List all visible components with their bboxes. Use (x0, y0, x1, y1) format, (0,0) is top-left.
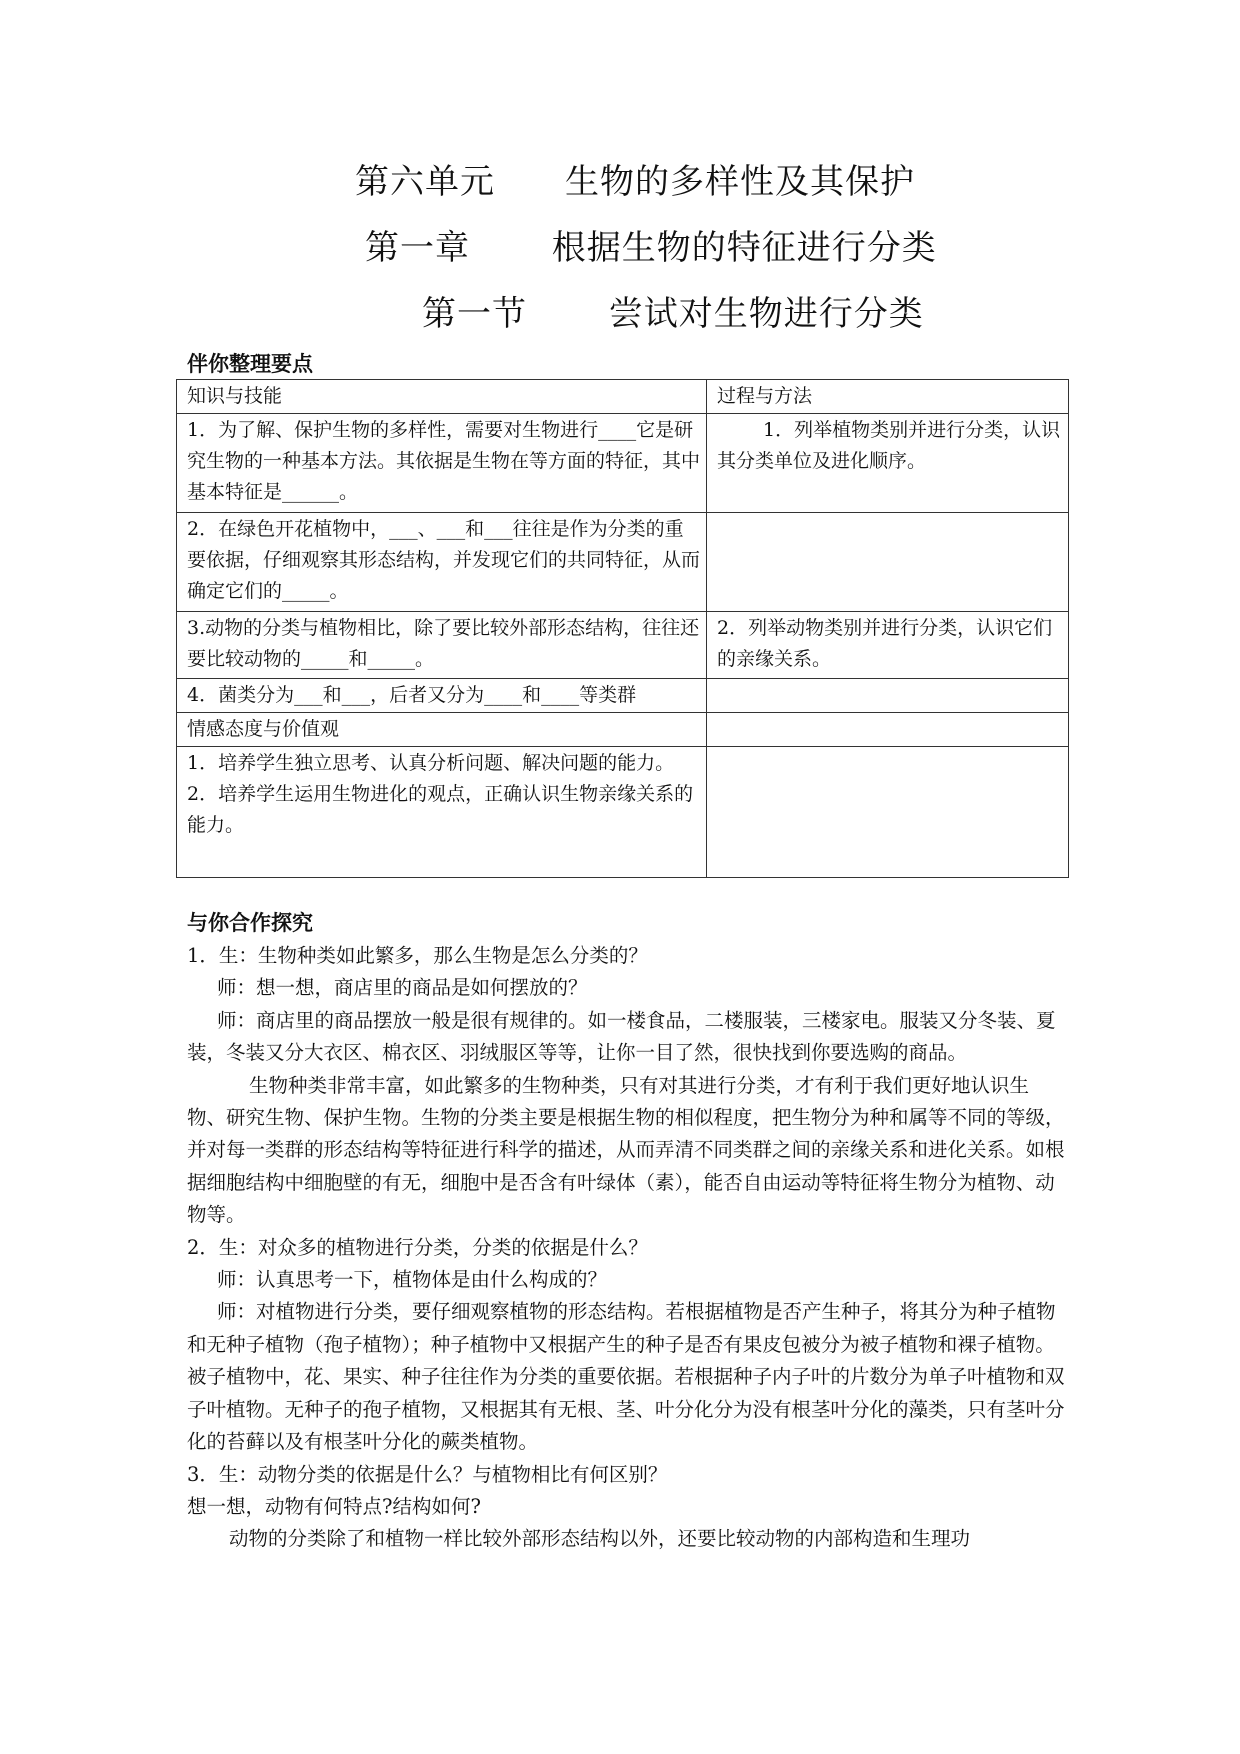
explore-body (187, 940, 1067, 1556)
section-title: 第一节 尝试对生物进行分类 (422, 294, 924, 334)
paragraph: 2．生：对众多的植物进行分类，分类的依据是什么？ (187, 1235, 648, 1259)
table-row (177, 679, 1069, 713)
row3-left: 3.动物的分类与植物相比，除了要比较外部形态结构，往往还要比较动物的_____和_____。 (177, 612, 707, 679)
paragraph: 3．生：动物分类的依据是什么？与植物相比有何区别？ (187, 1462, 668, 1486)
key-points-table (176, 379, 1069, 878)
row1-left: 1．为了解、保护生物的多样性，需要对生物进行____它是研究生物的一种基本方法。其依据是生物在等方面的特征，其中基本特征是______。 (177, 414, 707, 513)
paragraph: 想一想，动物有何特点?结构如何? (187, 1494, 481, 1518)
row3-right: 2．列举动物类别并进行分类，认识它们的亲缘关系。 (707, 612, 1069, 679)
paragraph: 师：对植物进行分类，要仔细观察植物的形态结构。若根据植物是否产生种子，将其分为种子植物和无种子植物（孢子植物）；种子植物中又根据产生的种子是否有果皮包被分为被子植物和裸子植物。被子植物中，花、果实、种子往往作为分类的重要依据。若根据种子内子叶的片数分为单子叶植物和双子叶植物。无种子的孢子植物，又根据其有无根、茎、叶分化分为没有根茎叶分化的藻类，只有茎叶分化的苔藓以及有根茎叶分化的蕨类植物。 (187, 1300, 1065, 1454)
row4-left: 4．菌类分为___和___，后者又分为____和____等类群 (177, 679, 707, 713)
table-row (177, 513, 1069, 612)
table-row (177, 747, 1069, 878)
paragraph: 动物的分类除了和植物一样比较外部形态结构以外，还要比较动物的内部构造和生理功 (229, 1527, 971, 1551)
paragraph: 师：商店里的商品摆放一般是很有规律的。如一楼食品，二楼服装，三楼家电。服装又分冬装、夏装，冬装又分大衣区、棉衣区、羽绒服区等等，让你一目了然，很快找到你要选购的商品。 (187, 1008, 1056, 1065)
row4-right (707, 679, 1069, 713)
paragraph: 师：想一想，商店里的商品是如何摆放的？ (217, 976, 588, 1000)
paragraph: 生物种类非常丰富，如此繁多的生物种类，只有对其进行分类，才有利于我们更好地认识生物、研究生物、保护生物。生物的分类主要是根据生物的相似程度，把生物分为种和属等不同的等级，并对每一类群的形态结构等特征进行科学的描述，从而弄清不同类群之间的亲缘关系和进化关系。如根据细胞结构中细胞壁的有无，细胞中是否含有叶绿体（素），能否自由运动等特征将生物分为植物、动物等。 (187, 1073, 1065, 1227)
attitude-values-cell (177, 747, 707, 878)
table-header-row (177, 380, 1069, 414)
header-knowledge-skills: 知识与技能 (177, 380, 707, 414)
attitude-values-header: 情感态度与价值观 (177, 713, 707, 747)
chapter-title: 第一章 根据生物的特征进行分类 (365, 228, 937, 268)
header-process-methods: 过程与方法 (707, 380, 1069, 414)
row1-right: 1．列举植物类别并进行分类，认识其分类单位及进化顺序。 (707, 414, 1069, 513)
explore-heading: 与你合作探究 (187, 911, 313, 935)
table-row (177, 414, 1069, 513)
table-row (177, 713, 1069, 747)
attitude-item-2: 2．培养学生运用生物进化的观点，正确认识生物亲缘关系的能力。 (187, 783, 694, 836)
attitude-item-1: 1．培养学生独立思考、认真分析问题、解决问题的能力。 (187, 752, 675, 774)
summary-heading: 伴你整理要点 (187, 352, 313, 376)
row2-right (707, 513, 1069, 612)
table-row (177, 612, 1069, 679)
row2-left: 2．在绿色开花植物中，___、___和___往往是作为分类的重要依据，仔细观察其形态结构，并发现它们的共同特征，从而确定它们的_____。 (177, 513, 707, 612)
paragraph: 1．生：生物种类如此繁多，那么生物是怎么分类的？ (187, 944, 648, 967)
paragraph: 师：认真思考一下，植物体是由什么构成的？ (217, 1268, 608, 1292)
unit-title: 第六单元 生物的多样性及其保护 (355, 162, 915, 202)
row5-right (707, 713, 1069, 747)
row6-right (707, 747, 1069, 878)
